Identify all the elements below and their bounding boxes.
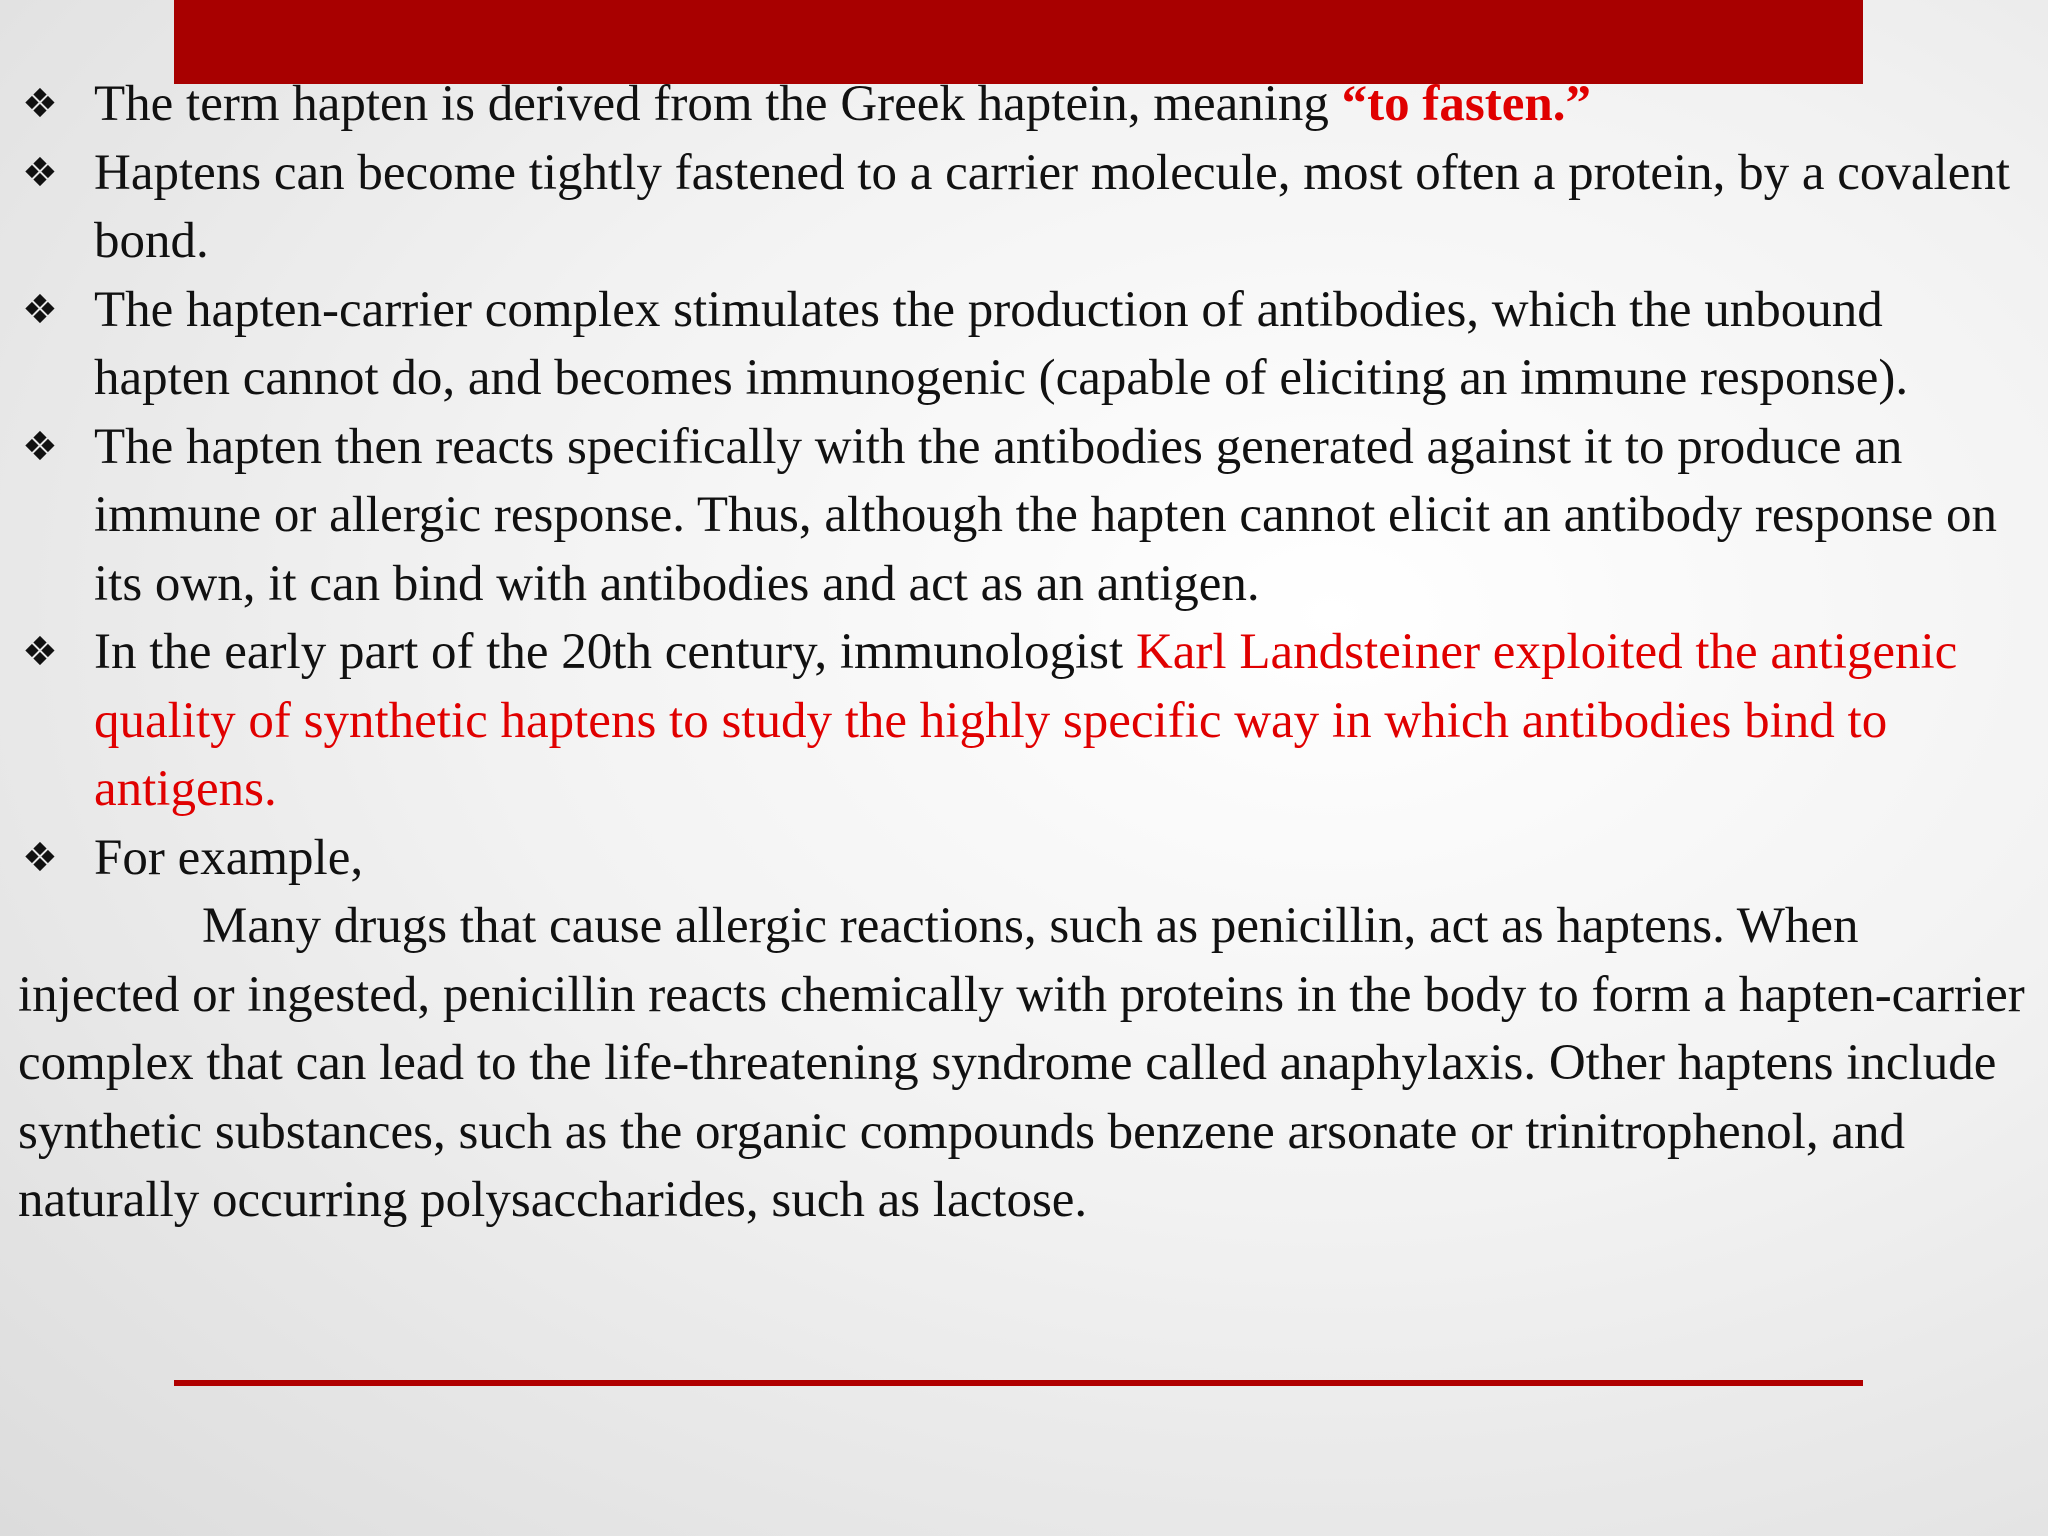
bullet-diamond-icon: ❖ xyxy=(22,286,58,333)
bottom-divider xyxy=(174,1380,1863,1386)
bullet-text: The term hapten is derived from the Greek haptein, meaning xyxy=(94,76,1342,132)
bullet-item-1 xyxy=(18,70,2028,139)
bullet-item-4 xyxy=(18,413,2028,619)
highlight-text: “to fasten.” xyxy=(1341,76,1591,132)
highlight-text: Karl Landsteiner exploited the antigenic quality of synthetic haptens to study the highly specific way in which antibodies bind to antigens. xyxy=(94,624,1958,817)
bullet-diamond-icon: ❖ xyxy=(22,149,58,196)
bullet-item-6 xyxy=(18,824,2028,893)
bullet-diamond-icon: ❖ xyxy=(22,629,58,675)
bullet-text: For example, xyxy=(94,829,364,886)
bullet-text: In the early part of the 20th century, immunologist xyxy=(94,624,1136,680)
bullet-item-2 xyxy=(18,139,2028,276)
bullet-diamond-icon: ❖ xyxy=(22,423,58,470)
bullet-text: The hapten-carrier complex stimulates the production of antibodies, which the unbound hapten cannot do, and becomes immunogenic (capable of eliciting an immune response). xyxy=(94,281,1909,406)
bullet-diamond-icon: ❖ xyxy=(22,834,58,881)
bullet-text: Haptens can become tightly fastened to a carrier molecule, most often a protein, by a covalent bond. xyxy=(94,144,2011,269)
bullet-text: The hapten then reacts specifically with the antibodies generated against it to produce an immune or allergic response. Thus, although the hapten cannot elicit an antibody response on its own, it can bind with antibodies and act as an antigen. xyxy=(94,418,1998,612)
bullet-item-5 xyxy=(18,618,2028,824)
bullet-item-3 xyxy=(18,276,2028,413)
bullet-diamond-icon: ❖ xyxy=(22,81,58,127)
slide-content xyxy=(18,70,2028,1235)
example-paragraph: Many drugs that cause allergic reactions, such as penicillin, act as haptens. When injected or ingested, penicillin reacts chemically with proteins in the body to form a hapten-carrier complex that can lead to the life-threatening syndrome called anaphylaxis. Other haptens include synthetic substances, such as the organic compounds benzene arsonate or trinitrophenol, and naturally occurring polysaccharides, such as lactose. xyxy=(18,898,2025,1228)
